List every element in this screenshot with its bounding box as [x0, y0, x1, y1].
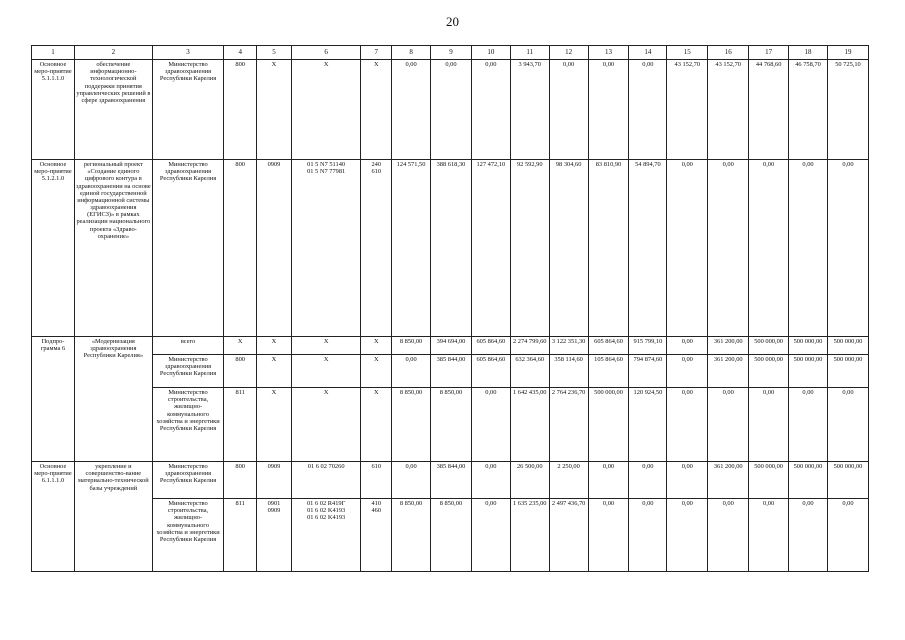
col-header: 1: [32, 46, 75, 60]
cell: 632 364,60: [510, 355, 549, 388]
col-header: 15: [667, 46, 708, 60]
cell: 0,00: [749, 160, 789, 337]
cell: 0,00: [471, 499, 510, 572]
cell: 500 000,00: [789, 337, 828, 355]
cell: X: [361, 355, 392, 388]
cell: 605 864,60: [471, 337, 510, 355]
cell: 0,00: [667, 388, 708, 462]
cell: 240 610: [361, 160, 392, 337]
cell: 500 000,00: [827, 462, 868, 499]
cell: 2 274 799,60: [510, 337, 549, 355]
cell: 01 6 02 70260: [291, 462, 361, 499]
cell: 8 850,00: [392, 337, 431, 355]
cell: 610: [361, 462, 392, 499]
cell: 500 000,00: [749, 462, 789, 499]
cell: 105 864,60: [588, 355, 629, 388]
row-executor: всего: [152, 337, 224, 355]
cell: 385 844,00: [431, 355, 472, 388]
cell: X: [291, 388, 361, 462]
cell: 3 122 351,30: [549, 337, 588, 355]
cell: X: [257, 388, 292, 462]
cell: X: [291, 355, 361, 388]
row-name: региональный проект «Создание единого цифрового контура в здравоохранении на основе единой государственной информационной системы здравоохранения (ЕГИСЗ)» в рамках реализации национального проекта «Здраво-охранение»: [74, 160, 152, 337]
col-header: 18: [789, 46, 828, 60]
cell: 0,00: [667, 337, 708, 355]
col-header: 8: [392, 46, 431, 60]
cell: 54 894,70: [629, 160, 667, 337]
cell: 8 850,00: [392, 499, 431, 572]
cell: X: [257, 355, 292, 388]
row-executor: Министерство здравоохранения Республики Карелия: [152, 160, 224, 337]
cell: 800: [224, 60, 257, 160]
cell: 0,00: [827, 388, 868, 462]
cell: 0909: [257, 160, 292, 337]
cell: 98 304,60: [549, 160, 588, 337]
cell: 0,00: [392, 462, 431, 499]
cell: 500 000,00: [588, 388, 629, 462]
cell: 46 758,70: [789, 60, 828, 160]
cell: 83 810,90: [588, 160, 629, 337]
table-row: [32, 499, 869, 572]
col-header: 5: [257, 46, 292, 60]
cell: 500 000,00: [827, 337, 868, 355]
cell: 500 000,00: [827, 355, 868, 388]
cell: 0,00: [392, 60, 431, 160]
table-row: [32, 160, 869, 337]
cell: 0,00: [588, 462, 629, 499]
cell: 44 768,60: [749, 60, 789, 160]
cell: X: [291, 60, 361, 160]
cell: 92 592,90: [510, 160, 549, 337]
cell: 500 000,00: [789, 462, 828, 499]
cell: 605 864,60: [471, 355, 510, 388]
table-row: [32, 462, 869, 499]
table-row: [32, 355, 869, 388]
cell: 0,00: [629, 60, 667, 160]
cell: 01 6 02 R419Г 01 6 02 K4193 01 6 02 K4193: [291, 499, 361, 572]
cell: 0,00: [708, 388, 749, 462]
cell: 0,00: [827, 499, 868, 572]
cell: 800: [224, 462, 257, 499]
cell: 500 000,00: [749, 355, 789, 388]
cell: 0901 0909: [257, 499, 292, 572]
row-name: укрепление и совершенство-вание материально-технической базы учреждений: [74, 462, 152, 572]
cell: 394 694,00: [431, 337, 472, 355]
col-header: 6: [291, 46, 361, 60]
row-code: Подпро-грамма 6: [32, 337, 75, 462]
cell: 0,00: [827, 160, 868, 337]
table-row: [32, 60, 869, 160]
cell: 8 850,00: [431, 499, 472, 572]
cell: 0,00: [708, 160, 749, 337]
cell: 0909: [257, 462, 292, 499]
col-header: 19: [827, 46, 868, 60]
col-header: 7: [361, 46, 392, 60]
col-header: 12: [549, 46, 588, 60]
cell: 385 844,00: [431, 462, 472, 499]
cell: 358 114,60: [549, 355, 588, 388]
cell: 26 500,00: [510, 462, 549, 499]
cell: 0,00: [629, 462, 667, 499]
cell: 0,00: [588, 499, 629, 572]
cell: 0,00: [789, 160, 828, 337]
col-header: 13: [588, 46, 629, 60]
table-row: [32, 337, 869, 355]
col-header: 3: [152, 46, 224, 60]
cell: 811: [224, 499, 257, 572]
col-header: 16: [708, 46, 749, 60]
col-header: 9: [431, 46, 472, 60]
col-header: 10: [471, 46, 510, 60]
cell: X: [257, 337, 292, 355]
cell: 2 764 236,70: [549, 388, 588, 462]
col-header: 4: [224, 46, 257, 60]
cell: 0,00: [789, 499, 828, 572]
cell: 800: [224, 160, 257, 337]
cell: 0,00: [749, 499, 789, 572]
col-header: 2: [74, 46, 152, 60]
cell: 0,00: [667, 160, 708, 337]
cell: 0,00: [471, 60, 510, 160]
row-name: обеспечение информационно-технологической поддержки принятия управленческих решений в сфере здравоохранения: [74, 60, 152, 160]
cell: 388 618,30: [431, 160, 472, 337]
budget-table: [31, 45, 869, 572]
cell: 8 850,00: [392, 388, 431, 462]
row-executor: Министерство здравоохранения Республики Карелия: [152, 462, 224, 499]
row-code: Основное меро-приятие 5.1.2.1.0: [32, 160, 75, 337]
cell: 50 725,10: [827, 60, 868, 160]
cell: 43 152,70: [708, 60, 749, 160]
row-executor: Министерство строительства, жилищно-коммунального хозяйства и энергетики Республики Карелия: [152, 499, 224, 572]
cell: 0,00: [471, 462, 510, 499]
cell: 1 642 435,00: [510, 388, 549, 462]
cell: X: [361, 388, 392, 462]
row-name: «Модернизация здравоохранения Республики Карелия»: [74, 337, 152, 462]
cell: 0,00: [471, 388, 510, 462]
col-header: 14: [629, 46, 667, 60]
page-number: 20: [446, 14, 459, 29]
cell: 361 200,00: [708, 337, 749, 355]
col-header: 11: [510, 46, 549, 60]
cell: 915 799,10: [629, 337, 667, 355]
cell: 0,00: [629, 499, 667, 572]
cell: 811: [224, 388, 257, 462]
cell: 120 924,50: [629, 388, 667, 462]
col-header: 17: [749, 46, 789, 60]
cell: 605 864,60: [588, 337, 629, 355]
cell: 0,00: [431, 60, 472, 160]
cell: 124 571,50: [392, 160, 431, 337]
cell: 2 250,00: [549, 462, 588, 499]
cell: 500 000,00: [749, 337, 789, 355]
cell: 0,00: [667, 499, 708, 572]
cell: 0,00: [667, 355, 708, 388]
cell: 0,00: [549, 60, 588, 160]
cell: 500 000,00: [789, 355, 828, 388]
cell: 127 472,10: [471, 160, 510, 337]
cell: 2 497 436,70: [549, 499, 588, 572]
cell: 43 152,70: [667, 60, 708, 160]
header-row: [32, 46, 869, 60]
cell: X: [361, 337, 392, 355]
row-code: Основное меро-приятие 6.1.1.1.0: [32, 462, 75, 572]
cell: 0,00: [392, 355, 431, 388]
cell: 0,00: [588, 60, 629, 160]
cell: X: [224, 337, 257, 355]
cell: 0,00: [789, 388, 828, 462]
cell: 1 635 235,00: [510, 499, 549, 572]
cell: X: [291, 337, 361, 355]
cell: 800: [224, 355, 257, 388]
cell: 0,00: [749, 388, 789, 462]
cell: 0,00: [667, 462, 708, 499]
cell: 361 200,00: [708, 355, 749, 388]
cell: 3 943,70: [510, 60, 549, 160]
cell: 0,00: [708, 499, 749, 572]
cell: 361 200,00: [708, 462, 749, 499]
cell: 410 460: [361, 499, 392, 572]
row-code: Основное меро-приятие 5.1.1.1.0: [32, 60, 75, 160]
row-executor: Министерство строительства, жилищно-коммунального хозяйства и энергетики Республики Карелия: [152, 388, 224, 462]
row-executor: Министерство здравоохранения Республики Карелия: [152, 60, 224, 160]
cell: X: [257, 60, 292, 160]
table-row: [32, 388, 869, 462]
cell: 8 850,00: [431, 388, 472, 462]
row-executor: Министерство здравоохранения Республики Карелия: [152, 355, 224, 388]
cell: 794 874,60: [629, 355, 667, 388]
cell: 01 5 N7 51140 01 5 N7 77981: [291, 160, 361, 337]
cell: X: [361, 60, 392, 160]
